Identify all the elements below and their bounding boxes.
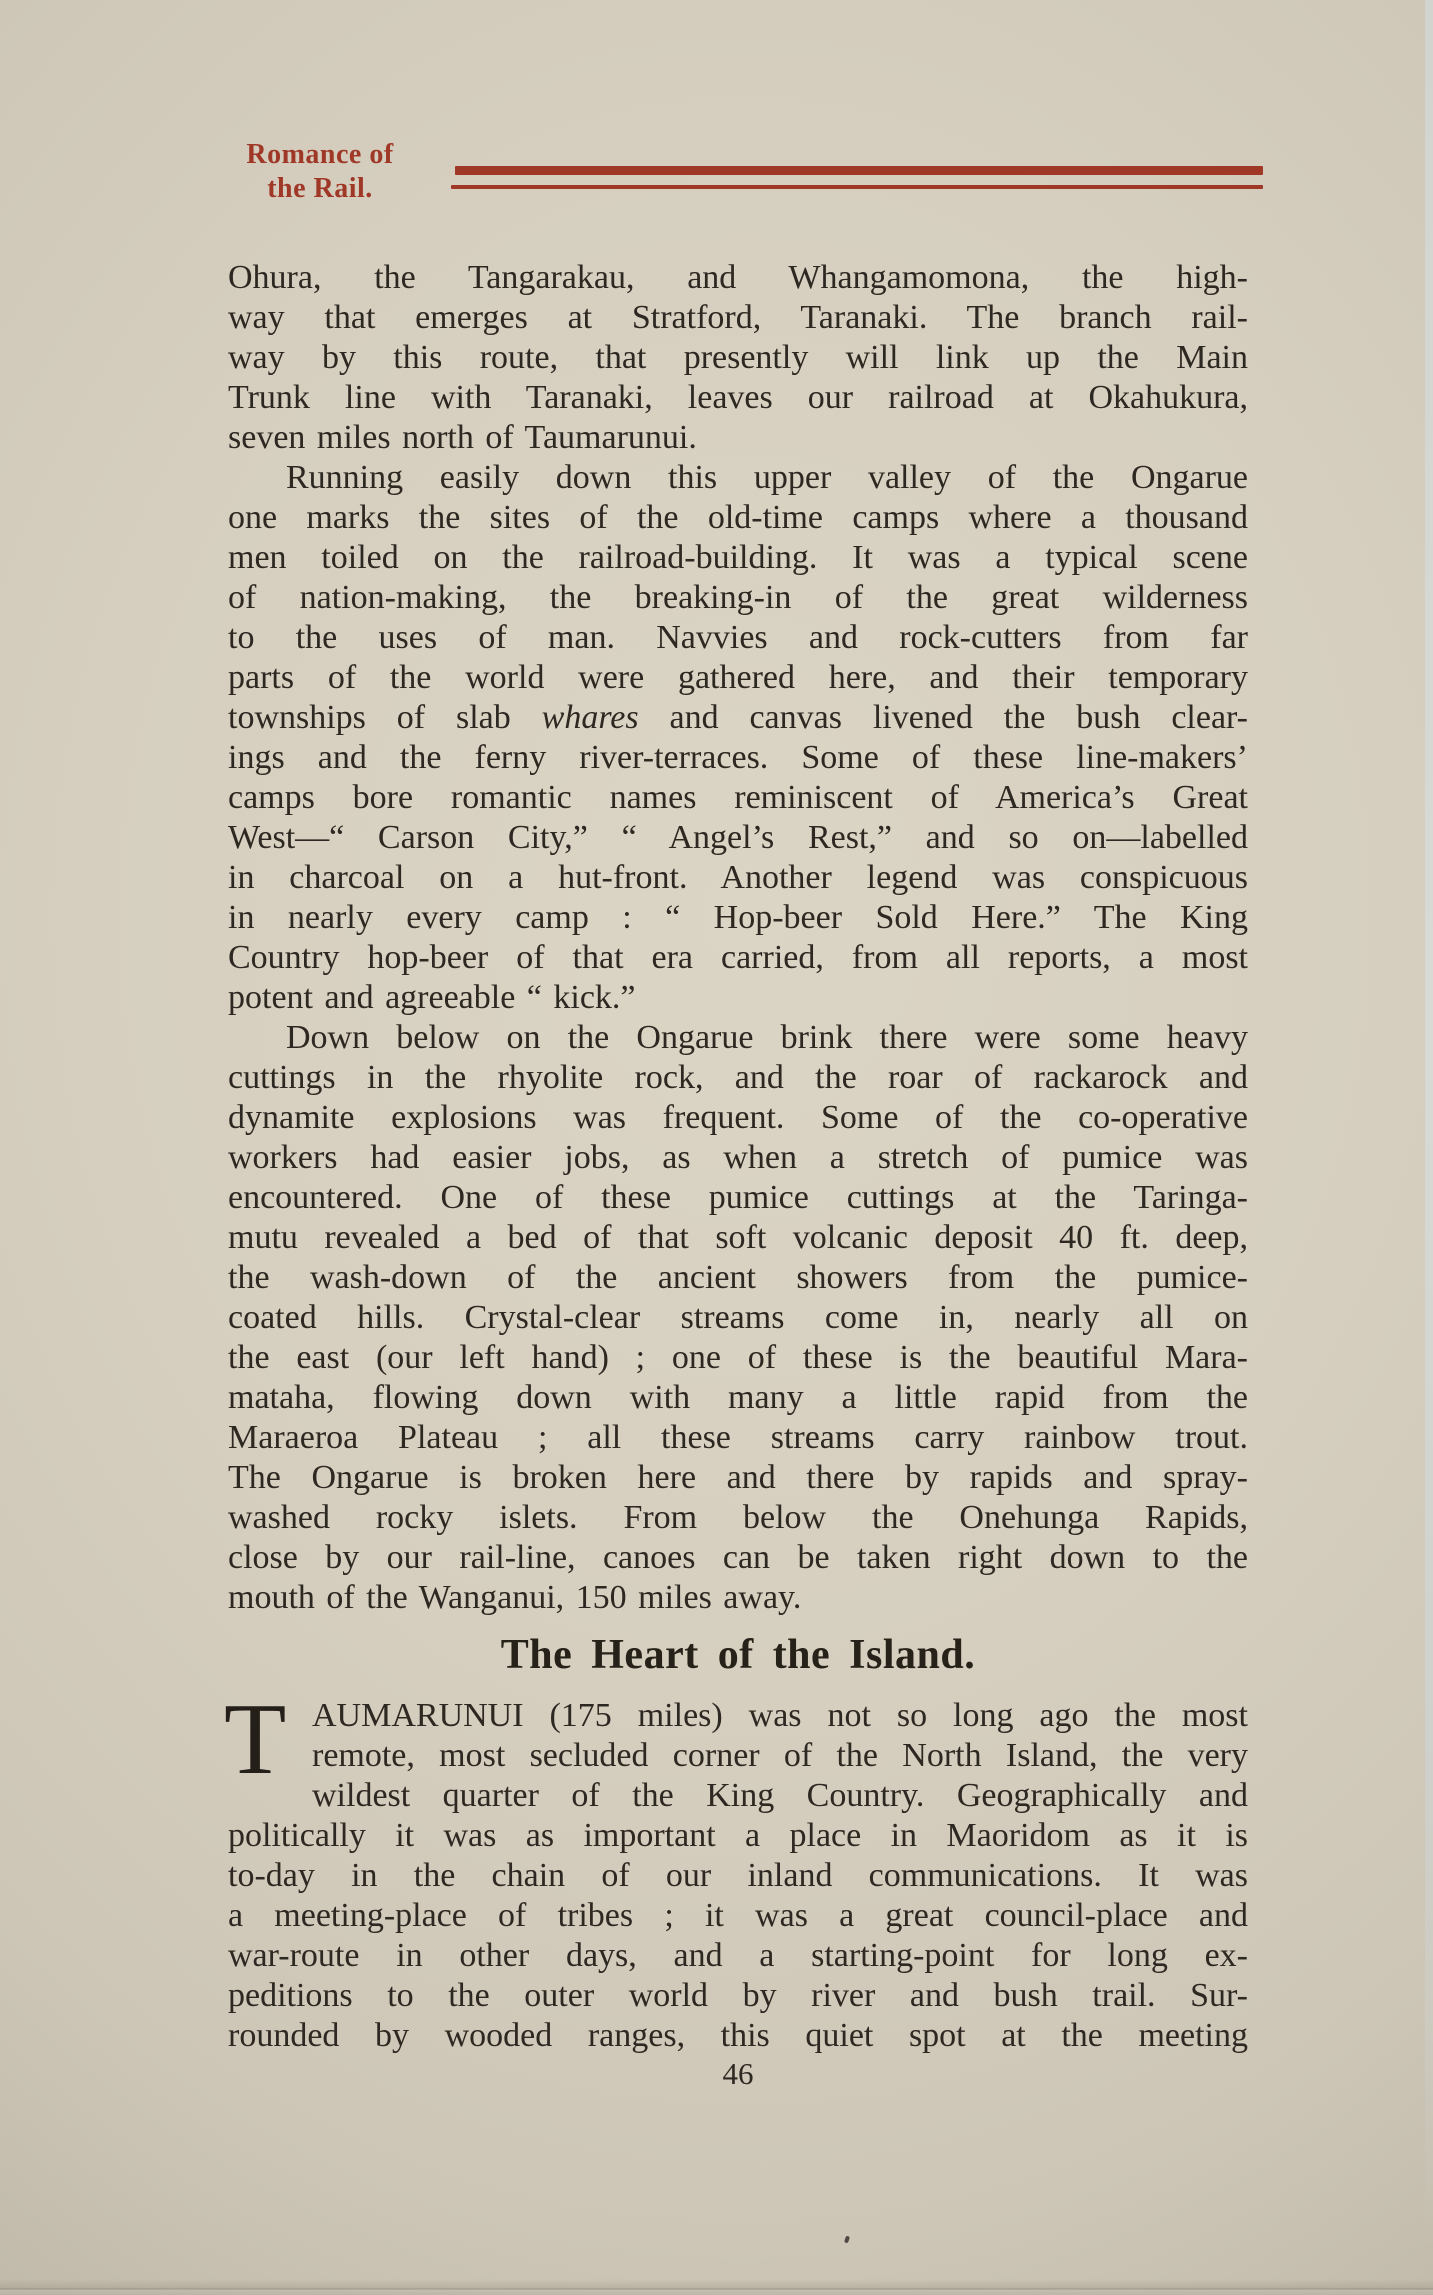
- ink-speck: [844, 2236, 850, 2244]
- running-head-line1: Romance of: [246, 139, 394, 170]
- text-line: The Ongarue is broken here and there by rapids and spray-: [228, 1459, 1248, 1496]
- page-body: [224, 258, 1249, 2056]
- text-line: rounded by wooded ranges, this quiet spot at the meeting: [228, 2017, 1248, 2054]
- text-line: to-day in the chain of our inland communications. It was: [228, 1857, 1248, 1894]
- text-line: politically it was as important a place in Maoridom as it is: [228, 1817, 1248, 1854]
- text-line: peditions to the outer world by river and bush trail. Sur-: [228, 1977, 1248, 2014]
- drop-cap: T: [224, 1683, 287, 1796]
- text-line: the wash-down of the ancient showers from the pumice-: [228, 1259, 1248, 1296]
- text-line: mutu revealed a bed of that soft volcanic deposit 40 ft. deep,: [228, 1219, 1248, 1256]
- running-head-line2: the Rail.: [267, 173, 373, 204]
- text-line: close by our rail-line, canoes can be taken right down to the: [228, 1539, 1248, 1576]
- header-rule-thin: [451, 185, 1263, 189]
- text-line: way that emerges at Stratford, Taranaki. The branch rail-: [228, 299, 1248, 336]
- page-edge-bottom: [0, 2279, 1433, 2295]
- text-line: seven miles north of Taumarunui.: [228, 419, 697, 456]
- text-line: Country hop-beer of that era carried, from all reports, a most: [228, 939, 1248, 976]
- text-line: Down below on the Ongarue brink there were some heavy: [286, 1019, 1248, 1056]
- text-line: Trunk line with Taranaki, leaves our railroad at Okahukura,: [228, 379, 1248, 416]
- text-line: men toiled on the railroad-building. It was a typical scene: [228, 539, 1248, 576]
- text-line: dynamite explosions was frequent. Some of the co-operative: [228, 1099, 1248, 1136]
- text-line: of nation-making, the breaking-in of the great wilderness: [228, 579, 1248, 616]
- text-line: West—“ Carson City,” “ Angel’s Rest,” and so on—labelled: [228, 819, 1248, 856]
- text-line: encountered. One of these pumice cuttings at the Taringa-: [228, 1179, 1248, 1216]
- paragraph: [228, 258, 1248, 458]
- text-line: cuttings in the rhyolite rock, and the roar of rackarock and: [228, 1059, 1248, 1096]
- text-line: in nearly every camp : “ Hop-beer Sold Here.” The King: [228, 899, 1248, 936]
- text-line: way by this route, that presently will link up the Main: [228, 339, 1248, 376]
- text-line: to the uses of man. Navvies and rock-cutters from far: [228, 619, 1248, 656]
- header-rule-thick: [455, 166, 1263, 175]
- text-line: remote, most secluded corner of the North Island, the very: [312, 1737, 1248, 1774]
- text-line: washed rocky islets. From below the Onehunga Rapids,: [228, 1499, 1248, 1536]
- paragraph: [228, 1018, 1248, 1618]
- text-line: ings and the ferny river-terraces. Some of these line-makers’: [228, 739, 1248, 776]
- text-line: a meeting-place of tribes ; it was a great council-place and: [228, 1897, 1248, 1934]
- text-line: Ohura, the Tangarakau, and Whangamomona, the high-: [228, 259, 1248, 296]
- text-line: potent and agreeable “ kick.”: [228, 979, 636, 1016]
- section-heading: The Heart of the Island.: [500, 1632, 976, 1678]
- text-line: war-route in other days, and a starting-point for long ex-: [228, 1937, 1248, 1974]
- text-line: coated hills. Crystal-clear streams come in, nearly all on: [228, 1299, 1248, 1336]
- text-line: AUMARUNUI (175 miles) was not so long ago the most: [312, 1697, 1248, 1734]
- text-line: the east (our left hand) ; one of these is the beautiful Mara-: [228, 1339, 1248, 1376]
- text-line: mouth of the Wanganui, 150 miles away.: [228, 1579, 802, 1616]
- text-line: workers had easier jobs, as when a stretch of pumice was: [228, 1139, 1248, 1176]
- text-line: parts of the world were gathered here, and their temporary: [228, 659, 1248, 696]
- text-line: Maraeroa Plateau ; all these streams carry rainbow trout.: [228, 1419, 1248, 1456]
- text-line: in charcoal on a hut-front. Another legend was conspicuous: [228, 859, 1248, 896]
- text-line: townships of slab whares and canvas livened the bush clear-: [228, 699, 1249, 736]
- page-number: 46: [722, 2056, 754, 2091]
- scan-edge-right: [1425, 0, 1433, 2295]
- text-line: wildest quarter of the King Country. Geographically and: [312, 1777, 1248, 1814]
- text-line: camps bore romantic names reminiscent of America’s Great: [228, 779, 1248, 816]
- text-line: Running easily down this upper valley of the Ongarue: [286, 459, 1248, 496]
- paragraph: [228, 458, 1248, 1018]
- running-head: [222, 138, 418, 206]
- text-line: mataha, flowing down with many a little rapid from the: [228, 1379, 1248, 1416]
- paragraph: [224, 1683, 1248, 2056]
- text-line: one marks the sites of the old-time camps where a thousand: [228, 499, 1248, 536]
